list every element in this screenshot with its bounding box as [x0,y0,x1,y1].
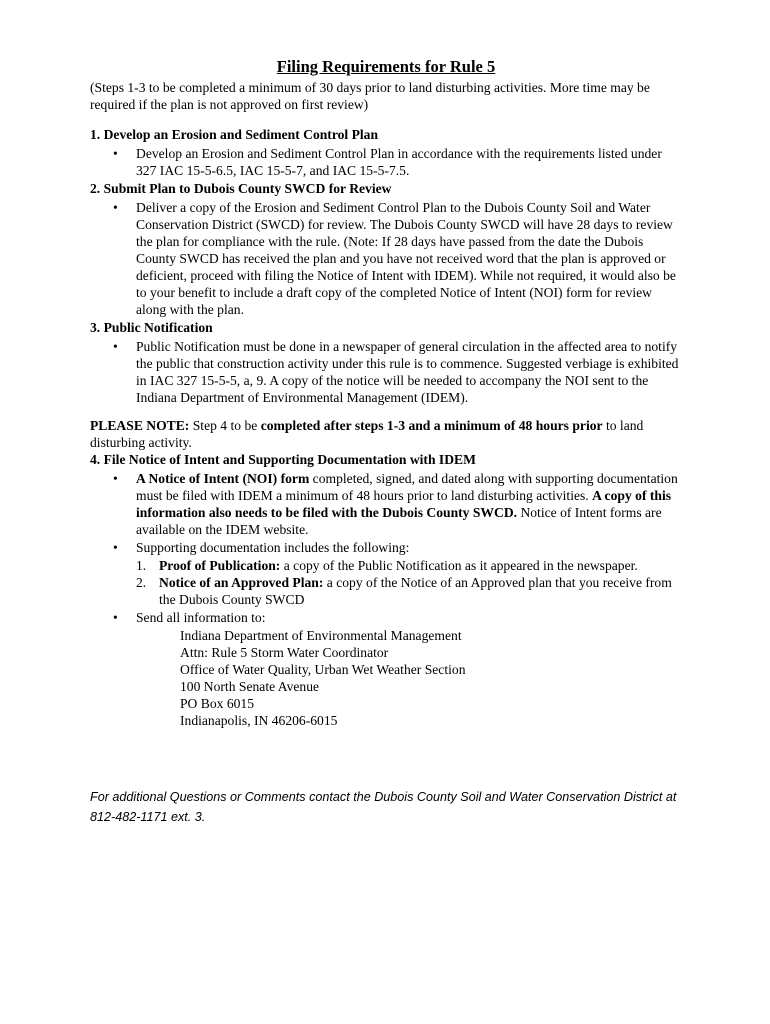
address-line: 100 North Senate Avenue [180,679,320,694]
docs-item-bold: Proof of Publication: [159,558,281,573]
step4-list [90,470,682,729]
step4-bullet-noi [90,470,682,538]
noi-text2: Notice of Intent forms are available on the IDEM website. [136,505,662,537]
please-note [90,417,682,451]
step3-bullet: • Public Notification must be done in a newspaper of general circulation in the affected area to notify the public that construction activity under this rule is to commence. Suggested verbiage is exhibited in IAC 327 15-5-5, a, 9. A copy of the notice will be needed to accompany the NOI sent to the Indiana Department of Environmental Management (IDEM). [90,338,682,406]
address-line: Indianapolis, IN 46206-6015 [180,713,338,728]
note-text2: to land disturbing activity. [90,418,644,450]
note-bold: completed after steps 1-3 and a minimum of 48 hours prior [260,418,603,433]
address-line: PO Box 6015 [180,696,255,711]
intro-text: (Steps 1-3 to be completed a minimum of 30 days prior to land disturbing activities. More time may be required if the plan is not approved on first review) [90,80,650,112]
docs-item-text: a copy of the Notice of an Approved plan that you receive from the Dubois County SWCD [159,575,672,607]
step3-heading: 3. Public Notification [90,320,213,335]
docs-item-text: a copy of the Public Notification as it appeared in the newspaper. [280,558,638,573]
contact-footer: For additional Questions or Comments contact the Dubois County Soil and Water Conservation District at 812-482-1171 ext. 3. [90,790,677,824]
step4-bullet-send [90,609,682,729]
docs-text: Supporting documentation includes the following: [136,540,410,555]
step1-list [90,145,682,179]
docs-item-num: 1. [136,558,147,573]
address-line: Attn: Rule 5 Storm Water Coordinator [180,645,389,660]
document-body [90,57,682,730]
step4-bullet-docs [90,539,682,608]
noi-bold2: A copy of this information also needs to be filed with the Dubois County SWCD. [136,488,672,520]
step3-list [90,338,682,406]
docs-item-num: 2. [136,575,147,590]
docs-list [136,557,682,608]
docs-item-bold: Notice of an Approved Plan: [159,575,324,590]
docs-item [136,557,682,574]
step1-heading: 1. Develop an Erosion and Sediment Control Plan [90,127,379,142]
note-text1: Step 4 to be [189,418,261,433]
step4-heading: 4. File Notice of Intent and Supporting Documentation with IDEM [90,452,476,467]
note-label: PLEASE NOTE: [90,418,190,433]
page-title: Filing Requirements for Rule 5 [276,57,496,76]
address-line: Indiana Department of Environmental Management [180,628,462,643]
mailing-address [180,627,682,729]
step1-bullet: • Develop an Erosion and Sediment Control Plan in accordance with the requirements listed under 327 IAC 15-5-6.5, IAC 15-5-7, and IAC 15-5-7.5. [90,145,682,179]
step2-heading: 2. Submit Plan to Dubois County SWCD for Review [90,181,392,196]
step2-list [90,199,682,318]
step2-bullet: • Deliver a copy of the Erosion and Sediment Control Plan to the Dubois County Soil and Water Conservation District (SWCD) for review. The Dubois County SWCD will have 28 days to review the plan for compliance with the rule. (Note: If 28 days have passed from the date the Dubois County SWCD has received the plan and you have not received word that the plan is approved or deficient, proceed with filing the Notice of Intent with IDEM). While not required, it would also be to your benefit to include a draft copy of the completed Notice of Intent (NOI) form for review along with the plan. [90,199,682,318]
docs-item [136,574,682,608]
address-line: Office of Water Quality, Urban Wet Weather Section [180,662,466,677]
send-text: Send all information to: [136,610,266,625]
noi-bold: A Notice of Intent (NOI) form [136,471,310,486]
noi-text: completed, signed, and dated along with supporting documentation must be filed with IDEM a minimum of 48 hours prior to land disturbing activities. [136,471,678,503]
